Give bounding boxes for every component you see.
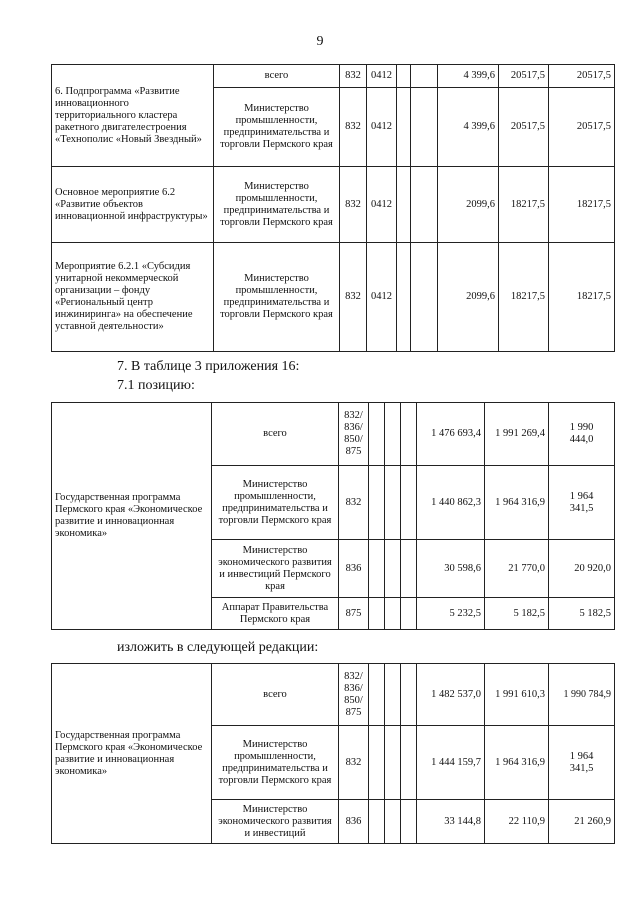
amount-year1-cell: 1 440 862,3 bbox=[417, 466, 485, 540]
empty-code-cell bbox=[401, 598, 417, 630]
amount-year3-cell: 1 990 444,0 bbox=[549, 403, 615, 466]
program-name-cell: Государственная программа Пермского края «Экономическое развитие и инновационная экономика» bbox=[52, 664, 212, 844]
amount-year3-cell: 1 964 341,5 bbox=[549, 466, 615, 540]
amount-year2-cell: 1 991 610,3 bbox=[485, 664, 549, 726]
amount-year2-cell: 1 991 269,4 bbox=[485, 403, 549, 466]
table-row bbox=[52, 403, 615, 466]
empty-code-cell bbox=[401, 540, 417, 598]
vr-cell bbox=[411, 88, 438, 167]
grbs-code-cell: 836 bbox=[339, 540, 369, 598]
amount-year2-cell: 1 964 316,9 bbox=[485, 466, 549, 540]
amount-year1-cell: 1 476 693,4 bbox=[417, 403, 485, 466]
program-name-cell: Государственная программа Пермского края «Экономическое развитие и инновационная экономика» bbox=[52, 403, 212, 630]
responsible-cell: всего bbox=[212, 664, 339, 726]
empty-code-cell bbox=[401, 466, 417, 540]
page-number: 9 bbox=[316, 34, 324, 49]
empty-code-cell bbox=[401, 664, 417, 726]
responsible-cell: Аппарат Правительства Пермского края bbox=[212, 598, 339, 630]
amount-year1-cell: 30 598,6 bbox=[417, 540, 485, 598]
empty-code-cell bbox=[369, 403, 385, 466]
program-name-cell: Мероприятие 6.2.1 «Субсидия унитарной некоммерческой организации – фонду «Региональный центр инжиниринга» на обеспечение уставной деятельности» bbox=[52, 243, 214, 352]
amount-year3-cell: 20517,5 bbox=[549, 88, 615, 167]
responsible-cell: Министерство экономического развития и инвестиций bbox=[212, 800, 339, 844]
grbs-code-cell: 832 bbox=[340, 167, 367, 243]
amount-year2-cell: 20517,5 bbox=[499, 65, 549, 88]
csr-cell bbox=[397, 65, 411, 88]
grbs-code-cell: 832 bbox=[339, 466, 369, 540]
amount-year1-cell: 5 232,5 bbox=[417, 598, 485, 630]
empty-code-cell bbox=[369, 466, 385, 540]
budget-table-subprogram-6 bbox=[51, 64, 615, 352]
amendment-paragraph: 7. В таблице 3 приложения 16: bbox=[117, 359, 300, 374]
empty-code-cell bbox=[385, 403, 401, 466]
grbs-code-cell: 875 bbox=[339, 598, 369, 630]
amount-year2-cell: 20517,5 bbox=[499, 88, 549, 167]
rzpr-code-cell: 0412 bbox=[367, 88, 397, 167]
amount-year1-cell: 1 482 537,0 bbox=[417, 664, 485, 726]
amount-year1-cell: 4 399,6 bbox=[438, 65, 499, 88]
amount-year2-cell: 1 964 316,9 bbox=[485, 726, 549, 800]
amount-year1-cell: 1 444 159,7 bbox=[417, 726, 485, 800]
grbs-code-cell: 832 bbox=[339, 726, 369, 800]
amount-year3-cell: 1 964 341,5 bbox=[549, 726, 615, 800]
csr-cell bbox=[397, 88, 411, 167]
amount-year2-cell: 18217,5 bbox=[499, 243, 549, 352]
amount-year3-cell: 21 260,9 bbox=[549, 800, 615, 844]
vr-cell bbox=[411, 167, 438, 243]
rzpr-code-cell: 0412 bbox=[367, 65, 397, 88]
table-row bbox=[52, 167, 615, 243]
budget-table-old-position bbox=[51, 402, 615, 630]
vr-cell bbox=[411, 65, 438, 88]
empty-code-cell bbox=[385, 726, 401, 800]
amount-year1-cell: 2099,6 bbox=[438, 167, 499, 243]
table-row bbox=[52, 65, 615, 88]
empty-code-cell bbox=[369, 726, 385, 800]
rzpr-code-cell: 0412 bbox=[367, 243, 397, 352]
empty-code-cell bbox=[385, 466, 401, 540]
empty-code-cell bbox=[369, 664, 385, 726]
amount-year2-cell: 22 110,9 bbox=[485, 800, 549, 844]
amount-year2-cell: 5 182,5 bbox=[485, 598, 549, 630]
amendment-instruction: изложить в следующей редакции: bbox=[117, 640, 319, 655]
responsible-cell: Министерство промышленности, предпринимательства и торговли Пермского края bbox=[214, 243, 340, 352]
amendment-subparagraph: 7.1 позицию: bbox=[117, 378, 195, 393]
empty-code-cell bbox=[385, 598, 401, 630]
amount-year1-cell: 2099,6 bbox=[438, 243, 499, 352]
responsible-cell: Министерство экономического развития и инвестиций Пермского края bbox=[212, 540, 339, 598]
program-name-cell: Основное мероприятие 6.2 «Развитие объектов инновационной инфраструктуры» bbox=[52, 167, 214, 243]
responsible-cell: всего bbox=[214, 65, 340, 88]
empty-code-cell bbox=[385, 540, 401, 598]
empty-code-cell bbox=[401, 403, 417, 466]
responsible-cell: Министерство промышленности, предпринимательства и торговли Пермского края bbox=[212, 466, 339, 540]
empty-code-cell bbox=[369, 598, 385, 630]
csr-cell bbox=[397, 167, 411, 243]
responsible-cell: всего bbox=[212, 403, 339, 466]
amount-year2-cell: 21 770,0 bbox=[485, 540, 549, 598]
amount-year3-cell: 20 920,0 bbox=[549, 540, 615, 598]
csr-cell bbox=[397, 243, 411, 352]
amount-year3-cell: 20517,5 bbox=[549, 65, 615, 88]
grbs-code-cell: 832/ 836/ 850/ 875 bbox=[339, 664, 369, 726]
amount-year2-cell: 18217,5 bbox=[499, 167, 549, 243]
vr-cell bbox=[411, 243, 438, 352]
amount-year1-cell: 33 144,8 bbox=[417, 800, 485, 844]
grbs-code-cell: 832 bbox=[340, 88, 367, 167]
program-name-cell: 6. Подпрограмма «Развитие инновационного территориального кластера ракетного двигателестроения «Технополис «Новый Звездный» bbox=[52, 65, 214, 167]
budget-table-new-position bbox=[51, 663, 615, 844]
amount-year1-cell: 4 399,6 bbox=[438, 88, 499, 167]
responsible-cell: Министерство промышленности, предпринимательства и торговли Пермского края bbox=[214, 88, 340, 167]
empty-code-cell bbox=[401, 800, 417, 844]
responsible-cell: Министерство промышленности, предпринимательства и торговли Пермского края bbox=[212, 726, 339, 800]
empty-code-cell bbox=[385, 800, 401, 844]
empty-code-cell bbox=[385, 664, 401, 726]
grbs-code-cell: 832 bbox=[340, 65, 367, 88]
amount-year3-cell: 18217,5 bbox=[549, 167, 615, 243]
amount-year3-cell: 5 182,5 bbox=[549, 598, 615, 630]
empty-code-cell bbox=[401, 726, 417, 800]
empty-code-cell bbox=[369, 800, 385, 844]
grbs-code-cell: 832/ 836/ 850/ 875 bbox=[339, 403, 369, 466]
responsible-cell: Министерство промышленности, предпринимательства и торговли Пермского края bbox=[214, 167, 340, 243]
amount-year3-cell: 18217,5 bbox=[549, 243, 615, 352]
table-row bbox=[52, 243, 615, 352]
table-row bbox=[52, 664, 615, 726]
grbs-code-cell: 832 bbox=[340, 243, 367, 352]
rzpr-code-cell: 0412 bbox=[367, 167, 397, 243]
empty-code-cell bbox=[369, 540, 385, 598]
amount-year3-cell: 1 990 784,9 bbox=[549, 664, 615, 726]
grbs-code-cell: 836 bbox=[339, 800, 369, 844]
